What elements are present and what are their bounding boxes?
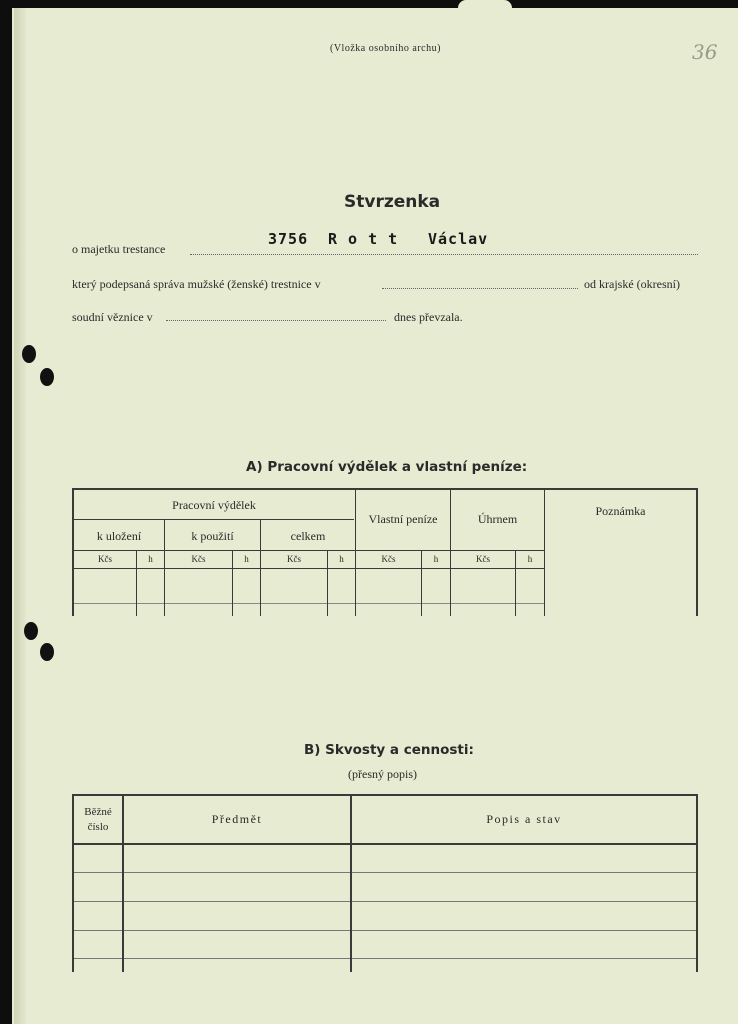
col-vlastni-penize: Vlastní peníze xyxy=(368,512,438,526)
col-poznamka: Poznámka xyxy=(595,504,646,518)
kcs-label: Kčs xyxy=(191,554,206,564)
col-predmet: Předmět xyxy=(211,812,263,826)
section-b-subheading: (přesný popis) xyxy=(348,767,417,781)
col-k-pouziti: k použití xyxy=(191,529,234,543)
fill-line xyxy=(190,254,698,255)
paper-edge xyxy=(14,8,26,1024)
col-uhrnem: Úhrnem xyxy=(477,512,518,526)
section-a-heading: A) Pracovní výdělek a vlastní peníze: xyxy=(246,459,528,475)
prisoner-number: 3756 xyxy=(268,230,309,248)
kcs-label: Kčs xyxy=(98,554,112,564)
h-label: h xyxy=(433,554,439,564)
kcs-label: Kčs xyxy=(287,554,301,564)
h-label: h xyxy=(244,554,249,564)
col-cislo-line1: Běžné xyxy=(84,806,112,818)
fill-line xyxy=(382,288,578,289)
col-celkem: celkem xyxy=(290,529,326,543)
col-cislo-line2: číslo xyxy=(87,821,109,833)
line3-end-label: dnes převzala. xyxy=(394,310,463,324)
col-k-ulozeni: k uložení xyxy=(96,529,142,543)
h-label: h xyxy=(527,554,533,564)
punch-hole xyxy=(40,368,54,386)
h-label: h xyxy=(339,554,344,564)
line2-label: který podepsaná správa mužské (ženské) trestnice v xyxy=(72,277,321,291)
kcs-label: Kčs xyxy=(381,554,396,564)
section-b-heading: B) Skvosty a cennosti: xyxy=(304,742,474,758)
punch-hole xyxy=(22,345,36,363)
fill-line xyxy=(166,320,386,321)
header-note: (Vložka osobního archu) xyxy=(330,43,441,54)
document-title: Stvrzenka xyxy=(344,192,441,212)
punch-hole xyxy=(40,643,54,661)
prisoner-surname: R o t t xyxy=(328,230,399,248)
col-group-header: Pracovní výdělek xyxy=(172,498,256,512)
line2-end-label: od krajské (okresní) xyxy=(584,277,680,291)
punch-hole xyxy=(24,622,38,640)
prisoner-firstname: Václav xyxy=(428,230,489,248)
line3-label: soudní věznice v xyxy=(72,310,153,324)
paper-tab xyxy=(458,0,512,10)
h-label: h xyxy=(148,554,153,564)
page-number: 36 xyxy=(692,40,718,64)
kcs-label: Kčs xyxy=(476,554,490,564)
property-label: o majetku trestance xyxy=(72,242,166,256)
col-popis-a-stav: Popis a stav xyxy=(486,812,562,826)
